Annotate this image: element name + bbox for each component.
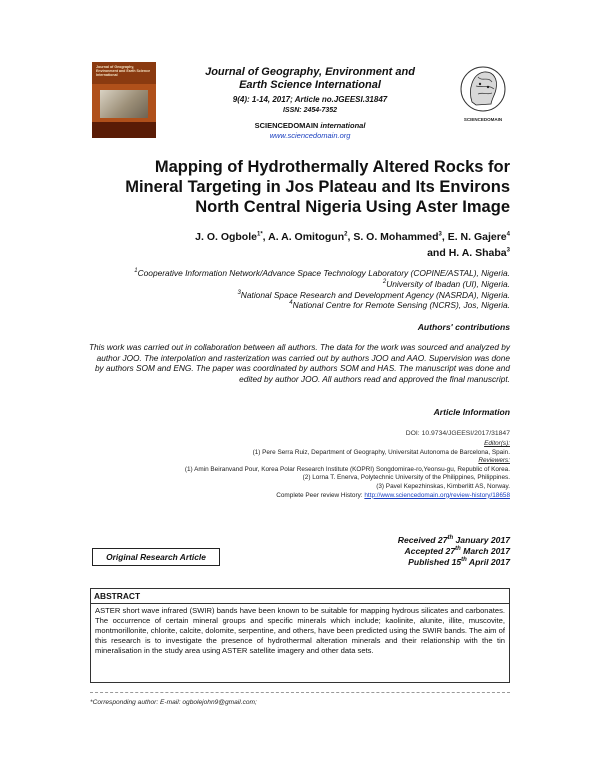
author-name: J. O. Ogbole bbox=[195, 231, 257, 243]
abstract-text: ASTER short wave infrared (SWIR) bands have been known to be suitable for mapping hydrous silicates and carbonates. The occurrence of certain mineral groups and specific minerals which include; kaolinite, alunite, illite, muscovite, montmorillonite, chlorite, calcite, dolomite, serpentine, and others, have been predicted using the SWIR bands. The aim of this research is to investigate the presence of hydrothermal alteration minerals and their relationship with the tin mineralisation in the study area using ASTER satellite imagery and other data sets. bbox=[95, 606, 505, 655]
journal-issue: 9(4): 1-14, 2017; Article no.JGEESI.31847 bbox=[232, 95, 388, 104]
affiliation-item: $^3$National Space Research and Development Agency (NASRDA), Nigeria. bbox=[237, 289, 510, 300]
review-history: Complete Peer review History: http://www.sciencedomain.org/review-history/18658 bbox=[276, 491, 510, 499]
reviewer-item: (2) Lorna T. Enerva, Polytechnic University of the Philippines, Philippines. bbox=[302, 474, 510, 482]
journal-name: Journal of Geography, Environment and Earth Science International bbox=[205, 66, 415, 91]
reviewer-item: (1) Amin Beiranvand Pour, Korea Polar Research Institute (KOPRI) Songdomirae-ro,Yeonsu-gu, Republic of Korea. bbox=[184, 465, 510, 473]
author-name: A. A. Omitogun bbox=[268, 231, 345, 243]
reviewers-label: Reviewers: bbox=[478, 457, 510, 465]
journal-cover-title: Journal of Geography, Environment and Earth Science International bbox=[96, 65, 151, 78]
publisher-logo bbox=[458, 62, 508, 126]
affiliations bbox=[80, 268, 510, 311]
affiliation-item: $^2$University of Ibadan (UI), Nigeria. bbox=[382, 278, 510, 289]
article-info-heading: Article Information bbox=[433, 407, 510, 417]
abstract-heading: ABSTRACT bbox=[91, 589, 509, 604]
author-name: H. A. Shaba bbox=[448, 247, 507, 259]
article-info-block bbox=[80, 440, 510, 500]
article-type-badge: Original Research Article bbox=[92, 548, 220, 566]
contributions-text: This work was carried out in collaboration between all authors. The data for the work was sourced and analyzed by author JOO. The interpolation and rasterization was carried out by authors JOO and AAO. Supervision was done by authors SOM and ENG. The paper was coordinated by authors SOM and HAS. The manuscript was done and edited by author JOO. All authors read and approved the final manuscript. bbox=[88, 342, 510, 384]
author-name: E. N. Gajere bbox=[447, 231, 507, 243]
contributions-heading: Authors' contributions bbox=[417, 322, 510, 332]
abstract-box bbox=[90, 588, 510, 683]
publisher-website-link[interactable]: www.sciencedomain.org bbox=[269, 131, 351, 140]
received-date: Received 27th January 2017 bbox=[397, 535, 510, 545]
paper-title: Mapping of Hydrothermally Altered Rocks for Mineral Targeting in Jos Plateau and Its Environs North Central Nigeria Using Aster Image bbox=[125, 158, 510, 216]
publisher-name: SCIENCEDOMAIN international bbox=[254, 121, 366, 130]
logo-caption: SCIENCEDOMAIN bbox=[463, 117, 503, 122]
editor-item: (1) Pere Serra Ruiz, Department of Geography, Universitat Autonoma de Barcelona, Spain. bbox=[252, 448, 510, 456]
publication-dates bbox=[300, 535, 510, 568]
journal-issn: ISSN: 2454-7352 bbox=[282, 107, 338, 114]
author-list: J. O. Ogbole$^{1*}$, A. A. Omitogun$^2$, S. O. Mohammed$^3$, E. N. Gajere$^4$ and H. A. Shaba$^3$ bbox=[195, 231, 510, 259]
journal-cover-image bbox=[92, 62, 156, 138]
reviewer-item: (3) Pavel Kepezhinskas, Kimberlitt AS, Norway. bbox=[376, 482, 510, 490]
published-date: Published 15th April 2017 bbox=[408, 557, 510, 567]
author-name: S. O. Mohammed bbox=[353, 231, 439, 243]
corresponding-author-footnote: *Corresponding author: E-mail: ogbolejohn9@gmail.com; bbox=[90, 699, 257, 706]
accepted-date: Accepted 27th March 2017 bbox=[404, 546, 510, 556]
affiliation-item: $^4$National Centre for Remote Sensing (NCRS), Jos, Nigeria. bbox=[289, 300, 510, 311]
doi: DOI: 10.9734/JGEESI/2017/31847 bbox=[405, 430, 510, 437]
footnote-divider bbox=[90, 692, 510, 693]
editors-label: Editor(s): bbox=[484, 440, 510, 447]
affiliation-item: $^1$Cooperative Information Network/Advance Space Technology Laboratory (COPINE/ASTAL), Nigeria. bbox=[134, 268, 510, 278]
review-history-link[interactable]: http://www.sciencedomain.org/review-history/18658 bbox=[364, 491, 510, 499]
